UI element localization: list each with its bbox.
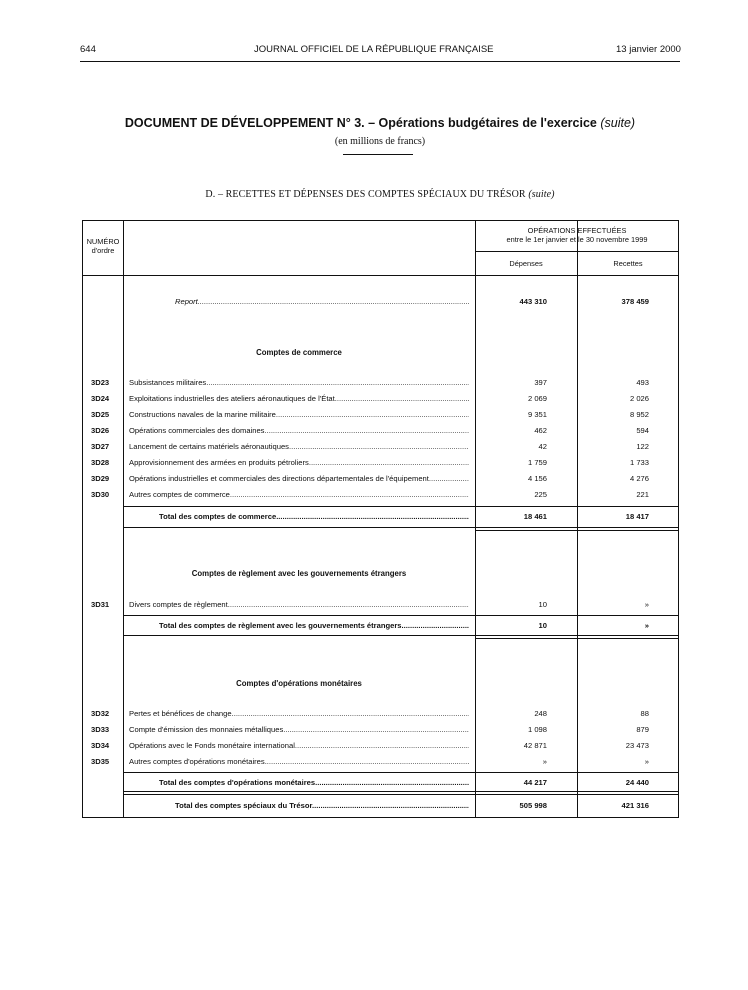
row-recettes: 221 bbox=[636, 490, 649, 499]
recettes-column-header: Recettes bbox=[613, 259, 643, 268]
row-label: Total des comptes d'opérations monétaires ..... bbox=[159, 778, 469, 787]
row-recettes: 421 316 bbox=[621, 801, 649, 810]
total-double-rule bbox=[475, 638, 679, 639]
total-monetaires-row bbox=[83, 778, 679, 792]
document-title-main: DOCUMENT DE DÉVELOPPEMENT N° 3. – Opérations budgétaires de l'exercice bbox=[124, 116, 597, 130]
section-heading-main: D. – RECETTES ET DÉPENSES DES COMPTES SPÉCIAUX DU TRÉSOR bbox=[205, 189, 526, 200]
total-reglement-row bbox=[83, 621, 679, 635]
row-label: Divers comptes de règlement ..... bbox=[129, 600, 469, 609]
row-label: Subsistances militaires ..... bbox=[129, 378, 469, 387]
row-depenses: 1 759 bbox=[527, 458, 547, 467]
row-code: 3D26 bbox=[91, 426, 110, 435]
number-column-header bbox=[83, 237, 123, 255]
total-rule bbox=[123, 635, 679, 636]
table-row bbox=[83, 394, 679, 408]
table-row bbox=[83, 426, 679, 440]
report-depenses: 443 310 bbox=[519, 297, 547, 306]
row-depenses: 9 351 bbox=[527, 410, 547, 419]
section-heading bbox=[80, 189, 680, 200]
row-recettes: 88 bbox=[640, 709, 649, 718]
page-number: 644 bbox=[80, 44, 96, 55]
row-depenses: 397 bbox=[534, 378, 547, 387]
row-code: 3D34 bbox=[91, 741, 110, 750]
row-label: Autres comptes d'opérations monétaires ..... bbox=[129, 757, 469, 766]
row-recettes: 122 bbox=[636, 442, 649, 451]
header-rule bbox=[80, 61, 680, 62]
category-commerce: Comptes de commerce bbox=[256, 348, 342, 357]
row-label: Exploitations industrielles des ateliers aéronautiques de l'État ..... bbox=[129, 394, 469, 403]
report-label: Report ..... bbox=[175, 297, 469, 306]
depenses-column-header: Dépenses bbox=[509, 259, 543, 268]
row-code: 3D29 bbox=[91, 474, 110, 483]
row-recettes: 1 733 bbox=[629, 458, 649, 467]
total-double-rule bbox=[475, 530, 679, 531]
row-depenses: 42 bbox=[538, 442, 547, 451]
row-code: 3D30 bbox=[91, 490, 110, 499]
row-recettes: 24 440 bbox=[625, 778, 649, 787]
row-depenses: 18 461 bbox=[523, 512, 547, 521]
table-row bbox=[83, 378, 679, 392]
total-rule bbox=[123, 527, 679, 528]
row-code: 3D23 bbox=[91, 378, 110, 387]
table-row bbox=[83, 458, 679, 472]
row-code: 3D27 bbox=[91, 442, 110, 451]
row-recettes: 879 bbox=[636, 725, 649, 734]
row-recettes: 18 417 bbox=[625, 512, 649, 521]
row-label: Autres comptes de commerce ..... bbox=[129, 490, 469, 499]
total-double-rule bbox=[123, 794, 679, 795]
row-recettes: 493 bbox=[636, 378, 649, 387]
row-label: Pertes et bénéfices de change ..... bbox=[129, 709, 469, 718]
report-row bbox=[83, 297, 679, 311]
row-label: Lancement de certains matériels aéronautiques ..... bbox=[129, 442, 469, 451]
row-depenses: 225 bbox=[534, 490, 547, 499]
units-subtitle: (en millions de francs) bbox=[334, 136, 426, 147]
report-recettes: 378 459 bbox=[621, 297, 649, 306]
table-row bbox=[83, 741, 679, 755]
row-depenses: 4 156 bbox=[527, 474, 547, 483]
journal-title: JOURNAL OFFICIEL DE LA RÉPUBLIQUE FRANÇAISE bbox=[254, 44, 494, 55]
number-header-line1: NUMÉRO bbox=[86, 237, 120, 246]
row-code: 3D33 bbox=[91, 725, 110, 734]
row-recettes: 594 bbox=[636, 426, 649, 435]
document-title bbox=[80, 116, 680, 130]
row-label: Total des comptes de commerce ..... bbox=[159, 512, 469, 521]
row-depenses: 10 bbox=[538, 621, 547, 630]
category-monetaires: Comptes d'opérations monétaires bbox=[236, 679, 362, 688]
row-code: 3D25 bbox=[91, 410, 110, 419]
header-bottom-rule bbox=[83, 275, 679, 276]
row-recettes: 23 473 bbox=[625, 741, 649, 750]
table-row bbox=[83, 600, 679, 614]
row-recettes: 2 026 bbox=[629, 394, 649, 403]
table-row bbox=[83, 442, 679, 456]
total-rule bbox=[123, 506, 679, 507]
table-row bbox=[83, 709, 679, 723]
row-recettes: » bbox=[644, 600, 649, 609]
total-rule bbox=[123, 772, 679, 773]
total-rule bbox=[123, 791, 679, 792]
operations-header-line2: entre le 1er janvier et le 30 novembre 1999 bbox=[506, 234, 648, 244]
table-row bbox=[83, 725, 679, 739]
row-recettes: » bbox=[644, 621, 649, 630]
category-reglement: Comptes de règlement avec les gouvernements étrangers bbox=[191, 569, 407, 578]
row-recettes: 4 276 bbox=[629, 474, 649, 483]
document-title-suite: (suite) bbox=[600, 116, 636, 130]
row-code: 3D24 bbox=[91, 394, 110, 403]
row-depenses: 10 bbox=[538, 600, 547, 609]
row-code: 3D35 bbox=[91, 757, 110, 766]
title-rule bbox=[343, 154, 413, 155]
row-label: Approvisionnement des armées en produits pétroliers ..... bbox=[129, 458, 469, 467]
row-depenses: 1 098 bbox=[527, 725, 547, 734]
table-row bbox=[83, 490, 679, 504]
operations-header-line1: OPÉRATIONS EFFECTUÉES bbox=[527, 226, 627, 235]
row-label: Opérations industrielles et commerciales des directions départementales de l'équipement ..... bbox=[129, 474, 469, 483]
accounts-table bbox=[82, 220, 679, 818]
row-label: Compte d'émission des monnaies métalliques ..... bbox=[129, 725, 469, 734]
operations-header bbox=[475, 227, 679, 244]
header-divider bbox=[475, 251, 679, 252]
issue-date: 13 janvier 2000 bbox=[616, 44, 681, 55]
section-heading-suite: (suite) bbox=[528, 189, 555, 200]
row-recettes: » bbox=[644, 757, 649, 766]
row-depenses: 42 871 bbox=[523, 741, 547, 750]
row-depenses: 248 bbox=[534, 709, 547, 718]
row-depenses: 462 bbox=[534, 426, 547, 435]
table-row bbox=[83, 474, 679, 488]
row-label: Total des comptes spéciaux du Trésor ..... bbox=[175, 801, 469, 810]
row-label: Total des comptes de règlement avec les gouvernements étrangers ..... bbox=[159, 621, 469, 630]
row-code: 3D28 bbox=[91, 458, 110, 467]
row-label: Opérations commerciales des domaines ..... bbox=[129, 426, 469, 435]
row-depenses: 505 998 bbox=[519, 801, 547, 810]
row-label: Constructions navales de la marine militaire ..... bbox=[129, 410, 469, 419]
row-recettes: 8 952 bbox=[629, 410, 649, 419]
table-row bbox=[83, 410, 679, 424]
table-row bbox=[83, 757, 679, 771]
row-code: 3D32 bbox=[91, 709, 110, 718]
row-depenses: » bbox=[542, 757, 547, 766]
grand-total-row bbox=[83, 801, 679, 815]
row-depenses: 2 069 bbox=[527, 394, 547, 403]
total-commerce-row bbox=[83, 512, 679, 526]
total-rule bbox=[123, 615, 679, 616]
number-header-line2: d'ordre bbox=[91, 246, 115, 255]
row-depenses: 44 217 bbox=[523, 778, 547, 787]
row-label: Opérations avec le Fonds monétaire international ..... bbox=[129, 741, 469, 750]
row-code: 3D31 bbox=[91, 600, 110, 609]
